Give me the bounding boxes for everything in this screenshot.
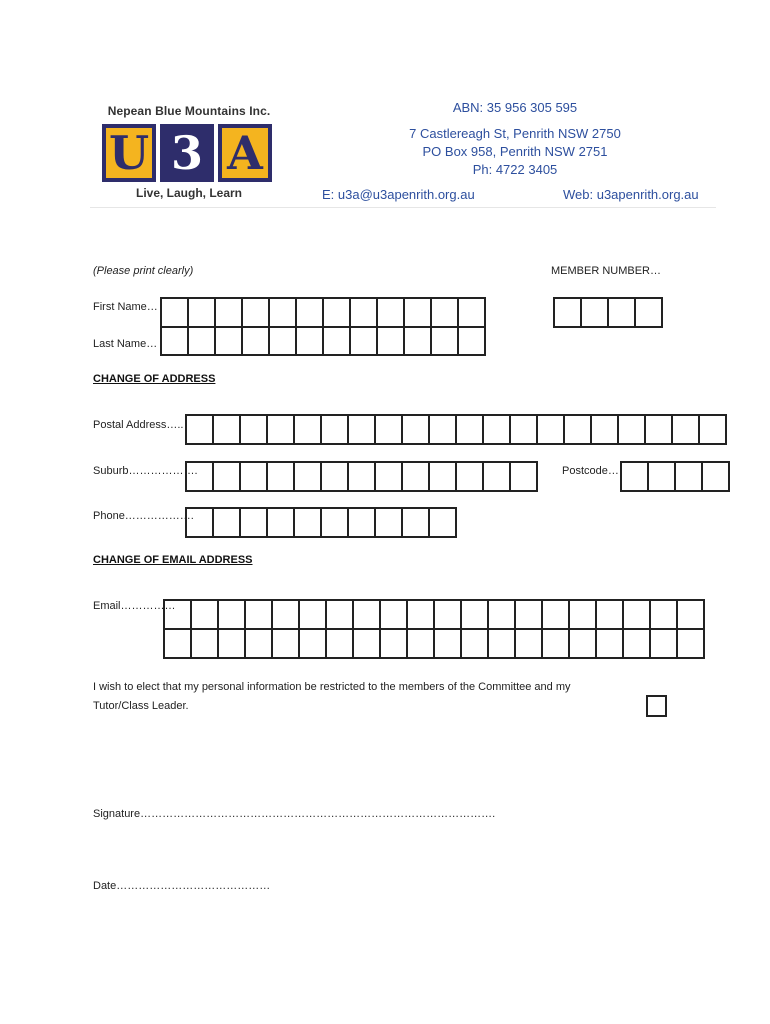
char-box[interactable]: [189, 327, 216, 356]
char-box[interactable]: [403, 509, 430, 538]
char-box[interactable]: [322, 509, 349, 538]
char-box[interactable]: [435, 630, 462, 659]
email-label: Email……………: [93, 600, 176, 612]
char-box[interactable]: [597, 630, 624, 659]
abn-text: ABN: 35 956 305 595: [452, 100, 578, 115]
char-box[interactable]: [432, 299, 459, 328]
char-box[interactable]: [489, 601, 516, 630]
char-box[interactable]: [189, 299, 216, 328]
char-box[interactable]: [511, 416, 538, 445]
date-field[interactable]: Date……………………………………: [93, 880, 271, 892]
char-box[interactable]: [381, 630, 408, 659]
change-address-heading: CHANGE OF ADDRESS: [93, 373, 216, 385]
char-box[interactable]: [246, 601, 273, 630]
char-box[interactable]: [516, 630, 543, 659]
char-box[interactable]: [214, 463, 241, 492]
char-box[interactable]: [376, 509, 403, 538]
phone-boxes[interactable]: [185, 507, 457, 538]
print-note: (Please print clearly): [93, 265, 194, 277]
char-box[interactable]: [582, 299, 609, 328]
email-boxes[interactable]: [163, 599, 705, 659]
char-box[interactable]: [270, 327, 297, 356]
char-box[interactable]: [300, 601, 327, 630]
char-box[interactable]: [516, 601, 543, 630]
char-box[interactable]: [405, 327, 432, 356]
char-box[interactable]: [162, 299, 189, 328]
member-number-label: MEMBER NUMBER…: [551, 265, 662, 277]
char-box[interactable]: [430, 509, 457, 538]
char-box[interactable]: [273, 630, 300, 659]
char-box[interactable]: [378, 327, 405, 356]
char-box[interactable]: [322, 416, 349, 445]
char-box[interactable]: [405, 299, 432, 328]
char-box[interactable]: [351, 327, 378, 356]
char-box[interactable]: [609, 299, 636, 328]
char-box[interactable]: [651, 630, 678, 659]
char-box[interactable]: [297, 299, 324, 328]
char-box[interactable]: [570, 601, 597, 630]
char-box[interactable]: [354, 630, 381, 659]
char-box[interactable]: [636, 299, 663, 328]
char-box[interactable]: [565, 416, 592, 445]
change-email-heading: CHANGE OF EMAIL ADDRESS: [93, 554, 253, 566]
char-box[interactable]: [300, 630, 327, 659]
char-box[interactable]: [511, 463, 538, 492]
char-box[interactable]: [651, 601, 678, 630]
char-box[interactable]: [462, 630, 489, 659]
char-box[interactable]: [270, 299, 297, 328]
char-box[interactable]: [268, 463, 295, 492]
char-box[interactable]: [597, 601, 624, 630]
char-box[interactable]: [216, 327, 243, 356]
phone-number: Ph: 4722 3405: [472, 162, 558, 177]
char-box[interactable]: [538, 416, 565, 445]
char-box[interactable]: [214, 509, 241, 538]
website: Web: u3apenrith.org.au: [563, 187, 699, 202]
char-box[interactable]: [484, 463, 511, 492]
postcode-boxes[interactable]: [620, 461, 730, 492]
char-box[interactable]: [432, 327, 459, 356]
char-box[interactable]: [295, 509, 322, 538]
char-box[interactable]: [324, 327, 351, 356]
char-box[interactable]: [376, 463, 403, 492]
char-box[interactable]: [268, 416, 295, 445]
header-divider: [90, 207, 716, 208]
char-box[interactable]: [381, 601, 408, 630]
char-box[interactable]: [459, 327, 486, 356]
logo-letter-a: A: [218, 124, 272, 182]
logo-tagline: Live, Laugh, Learn: [135, 186, 243, 200]
char-box[interactable]: [243, 299, 270, 328]
char-box[interactable]: [484, 416, 511, 445]
char-box[interactable]: [430, 416, 457, 445]
char-box[interactable]: [703, 463, 730, 492]
suburb-label: Suburb……………….: [93, 465, 198, 477]
char-box[interactable]: [430, 463, 457, 492]
last-name-label: Last Name…: [93, 338, 158, 350]
char-box[interactable]: [241, 416, 268, 445]
char-box[interactable]: [324, 299, 351, 328]
char-box[interactable]: [489, 630, 516, 659]
char-box[interactable]: [403, 463, 430, 492]
char-box[interactable]: [187, 509, 214, 538]
char-box[interactable]: [649, 463, 676, 492]
postal-address-boxes[interactable]: [185, 414, 727, 445]
char-box[interactable]: [678, 630, 705, 659]
char-box[interactable]: [327, 630, 354, 659]
char-box[interactable]: [646, 416, 673, 445]
char-box[interactable]: [435, 601, 462, 630]
char-box[interactable]: [673, 416, 700, 445]
char-box[interactable]: [165, 630, 192, 659]
char-box[interactable]: [457, 416, 484, 445]
suburb-boxes[interactable]: [185, 461, 538, 492]
char-box[interactable]: [624, 630, 651, 659]
char-box[interactable]: [622, 463, 649, 492]
char-box[interactable]: [349, 509, 376, 538]
char-box[interactable]: [187, 416, 214, 445]
char-box[interactable]: [349, 463, 376, 492]
char-box[interactable]: [619, 416, 646, 445]
char-box[interactable]: [462, 601, 489, 630]
u3a-logo: [100, 104, 278, 200]
postcode-label: Postcode…: [562, 465, 619, 477]
char-box[interactable]: [192, 630, 219, 659]
char-box[interactable]: [376, 416, 403, 445]
char-box[interactable]: [543, 630, 570, 659]
logo-letter-3: 3: [160, 124, 214, 182]
po-box: PO Box 958, Penrith NSW 2751: [422, 144, 608, 159]
member-number-boxes[interactable]: [553, 297, 663, 328]
char-box[interactable]: [408, 630, 435, 659]
char-box[interactable]: [192, 601, 219, 630]
char-box[interactable]: [268, 509, 295, 538]
char-box[interactable]: [570, 630, 597, 659]
char-box[interactable]: [297, 327, 324, 356]
char-box[interactable]: [162, 327, 189, 356]
char-box[interactable]: [408, 601, 435, 630]
char-box[interactable]: [214, 416, 241, 445]
signature-field[interactable]: Signature…………………………………………………………………………………….: [93, 808, 496, 820]
char-box[interactable]: [351, 299, 378, 328]
logo-org-name: Nepean Blue Mountains Inc.: [107, 104, 271, 118]
privacy-statement-line2: Tutor/Class Leader.: [93, 700, 189, 712]
char-box[interactable]: [624, 601, 651, 630]
char-box[interactable]: [241, 463, 268, 492]
char-box[interactable]: [354, 601, 381, 630]
phone-label: Phone……………….: [93, 510, 194, 522]
char-box[interactable]: [555, 299, 582, 328]
char-box[interactable]: [459, 299, 486, 328]
char-box[interactable]: [219, 601, 246, 630]
char-box[interactable]: [378, 299, 405, 328]
char-box[interactable]: [327, 601, 354, 630]
street-address: 7 Castlereagh St, Penrith NSW 2750: [409, 126, 621, 141]
char-box[interactable]: [592, 416, 619, 445]
char-box[interactable]: [676, 463, 703, 492]
privacy-statement-line1: I wish to elect that my personal information be restricted to the members of the Committee and my: [93, 681, 571, 693]
char-box[interactable]: [246, 630, 273, 659]
char-box[interactable]: [349, 416, 376, 445]
char-box[interactable]: [216, 299, 243, 328]
char-box[interactable]: [243, 327, 270, 356]
first-name-label: First Name…: [93, 301, 158, 313]
char-box[interactable]: [295, 416, 322, 445]
postal-address-label: Postal Address…..: [93, 419, 184, 431]
char-box[interactable]: [219, 630, 246, 659]
char-box[interactable]: [273, 601, 300, 630]
char-box[interactable]: [322, 463, 349, 492]
logo-letter-u: U: [102, 124, 156, 182]
first-name-boxes[interactable]: [160, 297, 486, 328]
privacy-checkbox[interactable]: [646, 695, 667, 717]
char-box[interactable]: [295, 463, 322, 492]
char-box[interactable]: [543, 601, 570, 630]
char-box[interactable]: [403, 416, 430, 445]
char-box[interactable]: [241, 509, 268, 538]
char-box[interactable]: [700, 416, 727, 445]
char-box[interactable]: [678, 601, 705, 630]
char-box[interactable]: [457, 463, 484, 492]
last-name-boxes[interactable]: [160, 327, 486, 356]
email-address: E: u3a@u3apenrith.org.au: [322, 187, 475, 202]
char-box[interactable]: [187, 463, 214, 492]
char-box[interactable]: [165, 601, 192, 630]
